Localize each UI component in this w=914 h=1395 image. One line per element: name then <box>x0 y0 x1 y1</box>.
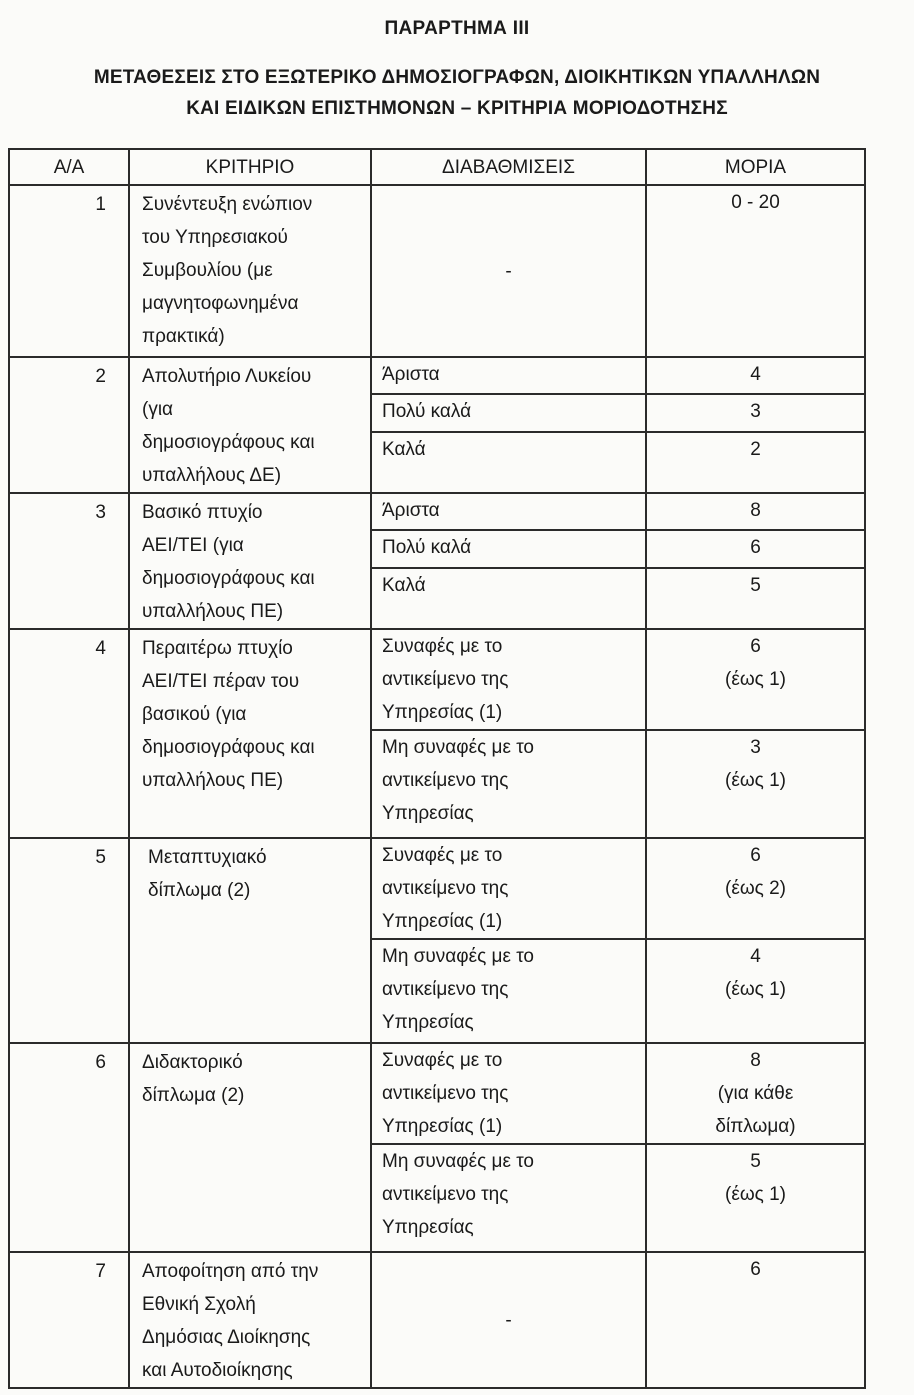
grade-cell: Άριστα <box>371 493 646 530</box>
grade-line: Υπηρεσίας (1) <box>382 702 503 723</box>
points-line: δίπλωμα) <box>715 1116 796 1137</box>
grade-cell: - <box>371 1252 646 1388</box>
grade-cell: Άριστα <box>371 357 646 394</box>
criterion-line: δίπλωμα (2) <box>142 1085 245 1106</box>
criterion-line: του Υπηρεσιακού <box>142 227 288 248</box>
header-points: ΜΟΡΙΑ <box>646 149 865 185</box>
criterion-line: Διδακτορικό <box>142 1052 243 1073</box>
grade-cell: - <box>371 185 646 357</box>
points-cell <box>646 730 865 838</box>
points-line: 3 <box>750 737 761 758</box>
points-line: (έως 1) <box>725 979 786 1000</box>
points-line: 6 <box>750 636 761 657</box>
points-cell: 0 - 20 <box>646 185 865 357</box>
row-number: 2 <box>9 357 129 493</box>
points-cell <box>646 939 865 1043</box>
title-line-1: ΜΕΤΑΘΕΣΕΙΣ ΣΤΟ ΕΞΩΤΕΡΙΚΟ ΔΗΜΟΣΙΟΓΡΑΦΩΝ, ΔΙΟΙΚΗΤΙΚΩΝ ΥΠΑΛΛΗΛΩΝ <box>93 67 821 88</box>
criterion-line: πρακτικά) <box>142 326 225 347</box>
header-criterion: ΚΡΙΤΗΡΙΟ <box>129 149 371 185</box>
table-row <box>9 838 865 939</box>
criterion-cell <box>129 838 371 1043</box>
criterion-line: Απολυτήριο Λυκείου <box>142 366 312 387</box>
table-row <box>9 493 865 530</box>
grade-cell <box>371 629 646 730</box>
table-header-row <box>9 149 865 185</box>
points-line: (έως 1) <box>725 770 786 791</box>
row-number: 1 <box>9 185 129 357</box>
grade-line: Υπηρεσίας (1) <box>382 911 503 932</box>
points-cell <box>646 838 865 939</box>
grade-cell: Πολύ καλά <box>371 530 646 569</box>
grade-cell: Καλά <box>371 568 646 629</box>
criterion-line: Εθνική Σχολή <box>142 1294 256 1315</box>
grade-cell <box>371 838 646 939</box>
points-line: (έως 2) <box>725 878 786 899</box>
grade-line: Μη συναφές με το <box>382 1151 534 1172</box>
points-line: 6 <box>750 845 761 866</box>
points-cell: 6 <box>646 1252 865 1388</box>
criterion-line: Βασικό πτυχίο <box>142 502 263 523</box>
grade-line: Συναφές με το <box>382 1050 503 1071</box>
grade-line: Υπηρεσίας <box>382 1012 474 1033</box>
points-cell: 3 <box>646 394 865 433</box>
points-cell: 2 <box>646 432 865 493</box>
header-aa: Α/Α <box>9 149 129 185</box>
grade-line: αντικείμενο της <box>382 1083 509 1104</box>
criterion-line: Αποφοίτηση από την <box>142 1261 319 1282</box>
points-cell <box>646 629 865 730</box>
points-cell: 8 <box>646 493 865 530</box>
grade-cell <box>371 939 646 1043</box>
points-cell: 5 <box>646 568 865 629</box>
grade-line: αντικείμενο της <box>382 669 509 690</box>
criterion-line: υπαλλήλους ΔΕ) <box>142 465 282 486</box>
criterion-line: Συνέντευξη ενώπιον <box>142 194 313 215</box>
criterion-line: δημοσιογράφους και <box>142 432 315 453</box>
points-cell <box>646 1043 865 1144</box>
points-line: (για κάθε <box>717 1083 794 1104</box>
criterion-line: μαγνητοφωνημένα <box>142 293 299 314</box>
points-cell: 4 <box>646 357 865 394</box>
grade-line: αντικείμενο της <box>382 979 509 1000</box>
criteria-table <box>8 148 866 1389</box>
criterion-line: Περαιτέρω πτυχίο <box>142 638 293 659</box>
points-line: (έως 1) <box>725 669 786 690</box>
document-title <box>0 62 914 124</box>
criterion-line: Συμβουλίου (με <box>142 260 273 281</box>
grade-cell: Καλά <box>371 432 646 493</box>
grade-cell <box>371 1043 646 1144</box>
criterion-cell <box>129 1043 371 1252</box>
criterion-cell <box>129 493 371 629</box>
title-line-2: ΚΑΙ ΕΙΔΙΚΩΝ ΕΠΙΣΤΗΜΟΝΩΝ – ΚΡΙΤΗΡΙΑ ΜΟΡΙΟΔΟΤΗΣΗΣ <box>186 98 728 119</box>
criterion-line: και Αυτοδιοίκησης <box>142 1360 293 1381</box>
grade-line: Μη συναφές με το <box>382 737 534 758</box>
points-line: 5 <box>750 1151 761 1172</box>
grade-cell: Πολύ καλά <box>371 394 646 433</box>
table-row <box>9 1043 865 1144</box>
criterion-line: Μεταπτυχιακό <box>148 847 267 868</box>
header-grades: ΔΙΑΒΑΘΜΙΣΕΙΣ <box>371 149 646 185</box>
criterion-line: βασικού (για <box>142 704 247 725</box>
points-cell <box>646 1144 865 1252</box>
points-line: 4 <box>750 946 761 967</box>
grade-line: Υπηρεσίας <box>382 803 474 824</box>
criterion-cell <box>129 1252 371 1388</box>
row-number: 3 <box>9 493 129 629</box>
grade-line: Συναφές με το <box>382 636 503 657</box>
criterion-cell <box>129 185 371 357</box>
grade-line: Συναφές με το <box>382 845 503 866</box>
points-cell: 6 <box>646 530 865 569</box>
row-number: 5 <box>9 838 129 1043</box>
grade-line: αντικείμενο της <box>382 770 509 791</box>
criterion-cell <box>129 357 371 493</box>
criterion-line: Δημόσιας Διοίκησης <box>142 1327 311 1348</box>
points-line: (έως 1) <box>725 1184 786 1205</box>
table-row <box>9 1252 865 1388</box>
grade-line: Μη συναφές με το <box>382 946 534 967</box>
grade-line: αντικείμενο της <box>382 878 509 899</box>
row-number: 6 <box>9 1043 129 1252</box>
criterion-line: δημοσιογράφους και <box>142 737 315 758</box>
row-number: 4 <box>9 629 129 838</box>
grade-line: Υπηρεσίας <box>382 1217 474 1238</box>
points-line: 8 <box>750 1050 761 1071</box>
annex-heading: ΠΑΡΑΡΤΗΜΑ ΙΙΙ <box>384 18 530 39</box>
criterion-line: ΑΕΙ/ΤΕΙ πέραν του <box>142 671 300 692</box>
grade-line: αντικείμενο της <box>382 1184 509 1205</box>
table-row <box>9 357 865 394</box>
table-row <box>9 629 865 730</box>
grade-cell <box>371 1144 646 1252</box>
criterion-line: υπαλλήλους ΠΕ) <box>142 770 284 791</box>
criterion-line: δημοσιογράφους και <box>142 568 315 589</box>
criterion-line: ΑΕΙ/ΤΕΙ (για <box>142 535 244 556</box>
criterion-line: (για <box>142 399 174 420</box>
table-row <box>9 185 865 357</box>
grade-cell <box>371 730 646 838</box>
criterion-line: υπαλλήλους ΠΕ) <box>142 601 284 622</box>
grade-line: Υπηρεσίας (1) <box>382 1116 503 1137</box>
row-number: 7 <box>9 1252 129 1388</box>
criterion-cell <box>129 629 371 838</box>
criterion-line: δίπλωμα (2) <box>148 880 251 901</box>
